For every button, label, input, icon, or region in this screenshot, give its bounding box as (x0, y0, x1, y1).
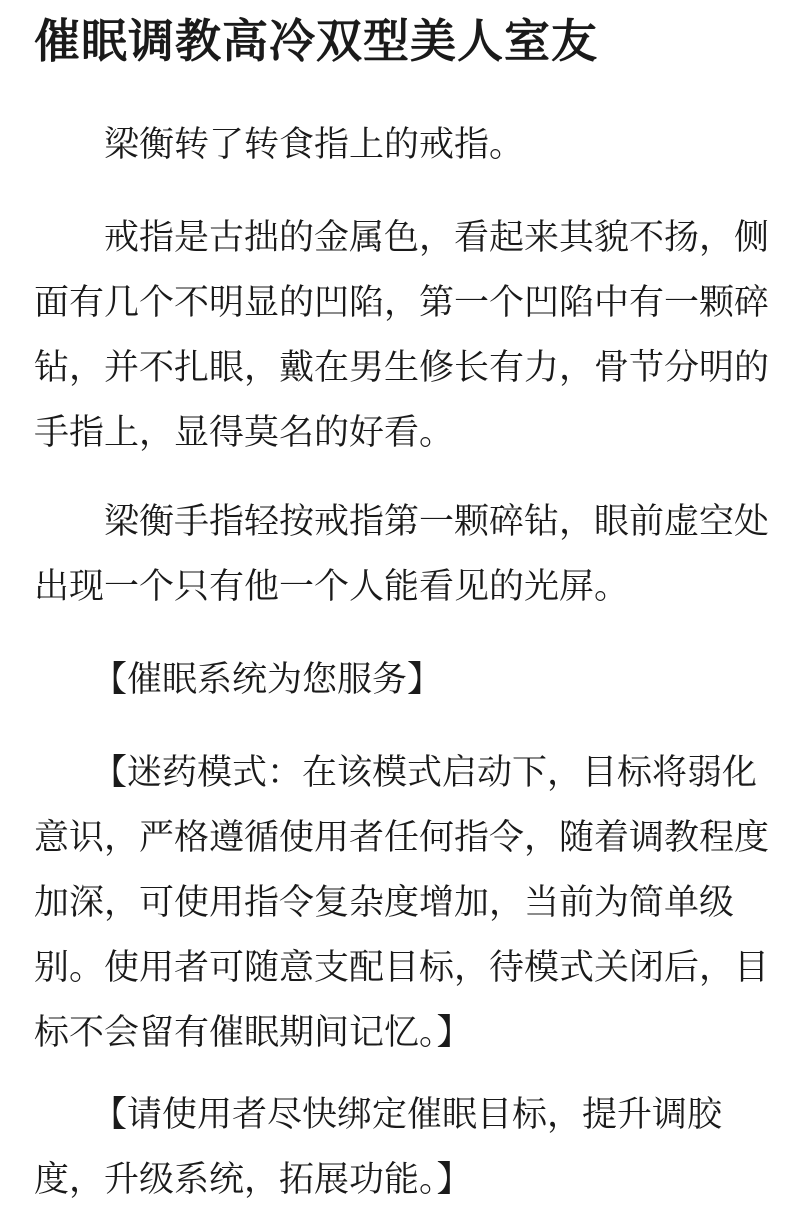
article-title: 催眠调教高冷双型美人室友 (34, 14, 598, 68)
system-message: 【迷药模式：在该模式启动下，目标将弱化意识，严格遵循使用者任何指令，随着调教程度加深，可使用指令复杂度增加，当前为简单级别。使用者可随意支配目标，待模式关闭后，目标不会留有催眠期间记忆。】 (34, 753, 770, 1053)
article-paragraph: 梁衡手指轻按戒指第一颗碎钻，眼前虚空处出现一个只有他一个人能看见的光屏。 (34, 502, 770, 607)
system-message: 【请使用者尽快绑定催眠目标，提升调胶度，升级系统，拓展功能。】 (34, 1095, 723, 1200)
system-message: 【催眠系统为您服务】 (92, 660, 443, 700)
article-paragraph: 戒指是古拙的金属色，看起来其貌不扬，侧面有几个不明显的凹陷，第一个凹陷中有一颗碎钻，并不扎眼，戴在男生修长有力，骨节分明的手指上，显得莫名的好看。 (34, 218, 770, 453)
article-paragraph: 梁衡转了转食指上的戒指。 (104, 125, 525, 165)
